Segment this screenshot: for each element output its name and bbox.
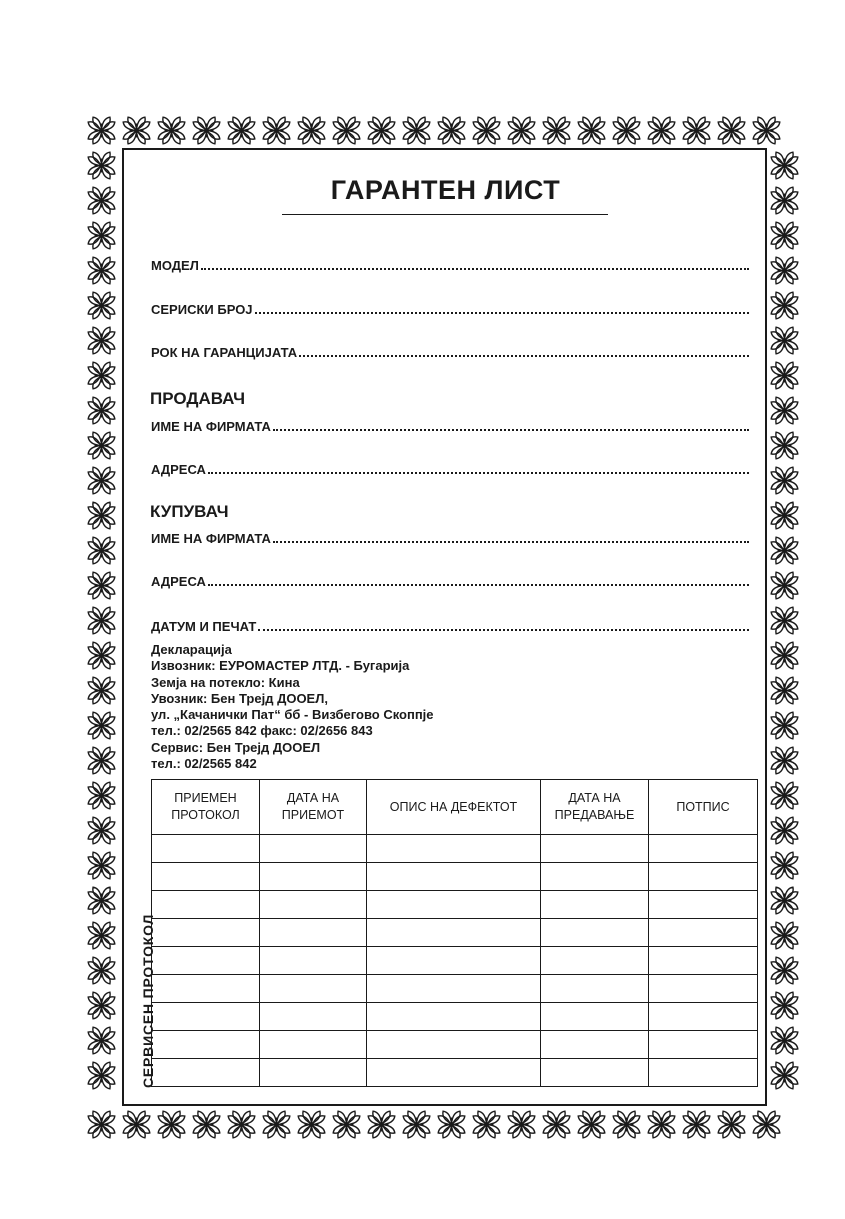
table-row	[152, 947, 758, 975]
border-top	[84, 113, 784, 148]
header-text: ПРОТОКОЛ	[171, 808, 240, 822]
declaration-block	[151, 642, 434, 772]
table-row	[152, 863, 758, 891]
four-petal-flower-icon	[84, 358, 119, 393]
four-petal-flower-icon	[329, 1107, 364, 1142]
table-cell[interactable]	[152, 947, 260, 975]
four-petal-flower-icon	[767, 743, 802, 778]
header-text: ДАТА НА	[286, 791, 340, 805]
date-stamp-line[interactable]	[258, 620, 749, 631]
four-petal-flower-icon	[767, 183, 802, 218]
border-left	[84, 148, 119, 1093]
table-cell[interactable]	[260, 891, 367, 919]
header-receipt-protocol	[152, 780, 260, 835]
four-petal-flower-icon	[84, 183, 119, 218]
four-petal-flower-icon	[767, 603, 802, 638]
table-cell[interactable]	[367, 835, 541, 863]
four-petal-flower-icon	[84, 253, 119, 288]
service-protocol-side-label: СЕРВИСЕН ПРОТОКОЛ	[140, 913, 156, 1088]
declaration-line: Декларација	[151, 642, 232, 657]
four-petal-flower-icon	[154, 1107, 189, 1142]
four-petal-flower-icon	[84, 743, 119, 778]
table-cell[interactable]	[367, 863, 541, 891]
four-petal-flower-icon	[714, 113, 749, 148]
table-cell[interactable]	[541, 919, 649, 947]
table-cell[interactable]	[152, 1031, 260, 1059]
four-petal-flower-icon	[714, 1107, 749, 1142]
declaration-line: тел.: 02/2565 842 факс: 02/2656 843	[151, 723, 373, 739]
four-petal-flower-icon	[609, 113, 644, 148]
table-cell[interactable]	[152, 891, 260, 919]
table-cell[interactable]	[649, 863, 758, 891]
table-row	[152, 1003, 758, 1031]
four-petal-flower-icon	[84, 918, 119, 953]
table-cell[interactable]	[649, 947, 758, 975]
four-petal-flower-icon	[767, 218, 802, 253]
header-defect-description	[367, 780, 541, 835]
four-petal-flower-icon	[84, 498, 119, 533]
four-petal-flower-icon	[609, 1107, 644, 1142]
header-signature	[649, 780, 758, 835]
four-petal-flower-icon	[767, 1023, 802, 1058]
four-petal-flower-icon	[767, 953, 802, 988]
table-cell[interactable]	[367, 1059, 541, 1087]
table-cell[interactable]	[649, 975, 758, 1003]
four-petal-flower-icon	[84, 673, 119, 708]
table-cell[interactable]	[152, 835, 260, 863]
four-petal-flower-icon	[767, 358, 802, 393]
four-petal-flower-icon	[84, 288, 119, 323]
four-petal-flower-icon	[767, 463, 802, 498]
buyer-address-line[interactable]	[208, 575, 749, 586]
four-petal-flower-icon	[189, 113, 224, 148]
four-petal-flower-icon	[767, 148, 802, 183]
four-petal-flower-icon	[84, 883, 119, 918]
four-petal-flower-icon	[767, 288, 802, 323]
table-cell[interactable]	[260, 919, 367, 947]
border-right	[767, 148, 802, 1093]
four-petal-flower-icon	[399, 1107, 434, 1142]
serial-field[interactable]	[151, 302, 749, 317]
four-petal-flower-icon	[767, 533, 802, 568]
four-petal-flower-icon	[84, 533, 119, 568]
table-cell[interactable]	[152, 1059, 260, 1087]
four-petal-flower-icon	[84, 848, 119, 883]
table-cell[interactable]	[541, 891, 649, 919]
four-petal-flower-icon	[84, 463, 119, 498]
four-petal-flower-icon	[469, 113, 504, 148]
four-petal-flower-icon	[119, 1107, 154, 1142]
four-petal-flower-icon	[84, 813, 119, 848]
four-petal-flower-icon	[749, 1107, 784, 1142]
header-text: ПРИЕМОТ	[281, 808, 345, 822]
table-row	[152, 891, 758, 919]
four-petal-flower-icon	[767, 393, 802, 428]
four-petal-flower-icon	[84, 428, 119, 463]
four-petal-flower-icon	[767, 323, 802, 358]
four-petal-flower-icon	[259, 1107, 294, 1142]
buyer-company-line[interactable]	[273, 532, 749, 543]
table-cell[interactable]	[367, 919, 541, 947]
table-row	[152, 835, 758, 863]
four-petal-flower-icon	[767, 568, 802, 603]
header-text: ОПИС НА ДЕФЕКТОТ	[389, 799, 518, 814]
seller-address-line[interactable]	[208, 463, 749, 474]
date-stamp-label: ДАТУМ И ПЕЧАТ	[151, 619, 257, 634]
border-bottom	[84, 1107, 784, 1142]
declaration-line: тел.: 02/2565 842	[151, 756, 257, 772]
table-row	[152, 919, 758, 947]
four-petal-flower-icon	[679, 113, 714, 148]
four-petal-flower-icon	[767, 498, 802, 533]
four-petal-flower-icon	[364, 1107, 399, 1142]
four-petal-flower-icon	[767, 883, 802, 918]
four-petal-flower-icon	[767, 988, 802, 1023]
four-petal-flower-icon	[469, 1107, 504, 1142]
four-petal-flower-icon	[767, 708, 802, 743]
four-petal-flower-icon	[767, 253, 802, 288]
model-label: МОДЕЛ	[151, 258, 199, 273]
table-cell[interactable]	[541, 975, 649, 1003]
header-text: ПРЕДАВАЊЕ	[554, 808, 635, 822]
declaration-line: Земја на потекло: Кина	[151, 674, 300, 690]
four-petal-flower-icon	[84, 988, 119, 1023]
four-petal-flower-icon	[767, 778, 802, 813]
serial-label: СЕРИСКИ БРОЈ	[151, 302, 253, 317]
table-cell[interactable]	[260, 1059, 367, 1087]
four-petal-flower-icon	[767, 848, 802, 883]
table-cell[interactable]	[367, 1031, 541, 1059]
four-petal-flower-icon	[84, 218, 119, 253]
model-field[interactable]	[151, 258, 749, 273]
header-receipt-date	[260, 780, 367, 835]
buyer-address-label: АДРЕСА	[151, 574, 206, 589]
table-cell[interactable]	[541, 863, 649, 891]
seller-company-line[interactable]	[273, 420, 749, 431]
table-cell[interactable]	[649, 1059, 758, 1087]
seller-address-label: АДРЕСА	[151, 462, 206, 477]
four-petal-flower-icon	[364, 113, 399, 148]
table-cell[interactable]	[649, 891, 758, 919]
header-text: ДАТА НА	[568, 791, 621, 805]
table-cell[interactable]	[541, 1031, 649, 1059]
four-petal-flower-icon	[504, 113, 539, 148]
four-petal-flower-icon	[84, 148, 119, 183]
four-petal-flower-icon	[84, 1023, 119, 1058]
buyer-heading: КУПУВАЧ	[150, 502, 229, 521]
table-header-row	[152, 780, 758, 835]
table-cell[interactable]	[152, 863, 260, 891]
four-petal-flower-icon	[434, 113, 469, 148]
four-petal-flower-icon	[434, 1107, 469, 1142]
table-cell[interactable]	[152, 1003, 260, 1031]
header-handover-date	[541, 780, 649, 835]
table-cell[interactable]	[367, 1003, 541, 1031]
four-petal-flower-icon	[119, 113, 154, 148]
seller-company-field[interactable]	[151, 419, 749, 434]
four-petal-flower-icon	[504, 1107, 539, 1142]
four-petal-flower-icon	[84, 778, 119, 813]
four-petal-flower-icon	[399, 113, 434, 148]
table-cell[interactable]	[260, 1003, 367, 1031]
four-petal-flower-icon	[329, 113, 364, 148]
four-petal-flower-icon	[767, 1058, 802, 1093]
four-petal-flower-icon	[189, 1107, 224, 1142]
table-cell[interactable]	[152, 975, 260, 1003]
four-petal-flower-icon	[84, 1058, 119, 1093]
declaration-line: Сервис: Бен Трејд ДООЕЛ	[151, 739, 321, 755]
four-petal-flower-icon	[84, 113, 119, 148]
table-cell[interactable]	[541, 1059, 649, 1087]
table-cell[interactable]	[260, 863, 367, 891]
declaration-line: Извозник: ЕУРОМАСТЕР ЛТД. - Бугарија	[151, 658, 410, 674]
four-petal-flower-icon	[767, 638, 802, 673]
four-petal-flower-icon	[767, 428, 802, 463]
four-petal-flower-icon	[294, 113, 329, 148]
four-petal-flower-icon	[574, 1107, 609, 1142]
table-body	[152, 835, 758, 1087]
table-cell[interactable]	[367, 947, 541, 975]
four-petal-flower-icon	[84, 323, 119, 358]
table-cell[interactable]	[649, 835, 758, 863]
four-petal-flower-icon	[84, 638, 119, 673]
table-cell[interactable]	[152, 919, 260, 947]
four-petal-flower-icon	[259, 113, 294, 148]
four-petal-flower-icon	[679, 1107, 714, 1142]
four-petal-flower-icon	[574, 113, 609, 148]
model-line[interactable]	[201, 259, 749, 270]
four-petal-flower-icon	[767, 673, 802, 708]
seller-company-label: ИМЕ НА ФИРМАТА	[151, 419, 271, 434]
four-petal-flower-icon	[767, 918, 802, 953]
four-petal-flower-icon	[294, 1107, 329, 1142]
title-underline	[282, 214, 608, 215]
four-petal-flower-icon	[539, 1107, 574, 1142]
four-petal-flower-icon	[539, 113, 574, 148]
serial-line[interactable]	[255, 303, 749, 314]
table-row	[152, 1031, 758, 1059]
four-petal-flower-icon	[84, 393, 119, 428]
header-text: ПОТПИС	[676, 799, 730, 814]
four-petal-flower-icon	[84, 953, 119, 988]
buyer-company-field[interactable]	[151, 531, 749, 546]
table-cell[interactable]	[367, 975, 541, 1003]
service-protocol-table	[151, 779, 758, 1087]
four-petal-flower-icon	[84, 1107, 119, 1142]
four-petal-flower-icon	[224, 113, 259, 148]
four-petal-flower-icon	[154, 113, 189, 148]
table-row	[152, 1059, 758, 1087]
table-cell[interactable]	[260, 975, 367, 1003]
four-petal-flower-icon	[224, 1107, 259, 1142]
table-cell[interactable]	[649, 1003, 758, 1031]
four-petal-flower-icon	[767, 813, 802, 848]
table-cell[interactable]	[541, 1003, 649, 1031]
table-cell[interactable]	[260, 1031, 367, 1059]
declaration-line: ул. „Качанички Пат“ бб - Визбегово Скоппје	[151, 707, 434, 723]
warranty-period-line[interactable]	[299, 346, 749, 357]
header-text: ПРИЕМЕН	[174, 791, 237, 805]
table-cell[interactable]	[649, 1031, 758, 1059]
table-cell[interactable]	[649, 919, 758, 947]
table-cell[interactable]	[260, 947, 367, 975]
page-title: ГАРАНТЕН ЛИСТ	[330, 175, 561, 205]
warranty-period-field[interactable]	[151, 345, 749, 360]
table-cell[interactable]	[367, 891, 541, 919]
buyer-address-field[interactable]	[151, 574, 749, 589]
table-cell[interactable]	[541, 835, 649, 863]
table-cell[interactable]	[541, 947, 649, 975]
seller-heading: ПРОДАВАЧ	[150, 389, 246, 408]
seller-address-field[interactable]	[151, 462, 749, 477]
date-stamp-field[interactable]	[151, 619, 749, 634]
four-petal-flower-icon	[84, 708, 119, 743]
declaration-line: Увозник: Бен Трејд ДООЕЛ,	[151, 690, 328, 706]
four-petal-flower-icon	[644, 1107, 679, 1142]
table-row	[152, 975, 758, 1003]
four-petal-flower-icon	[749, 113, 784, 148]
buyer-company-label: ИМЕ НА ФИРМАТА	[151, 531, 271, 546]
table-cell[interactable]	[260, 835, 367, 863]
four-petal-flower-icon	[84, 603, 119, 638]
four-petal-flower-icon	[84, 568, 119, 603]
warranty-period-label: РОК НА ГАРАНЦИЈАТА	[151, 345, 298, 360]
four-petal-flower-icon	[644, 113, 679, 148]
